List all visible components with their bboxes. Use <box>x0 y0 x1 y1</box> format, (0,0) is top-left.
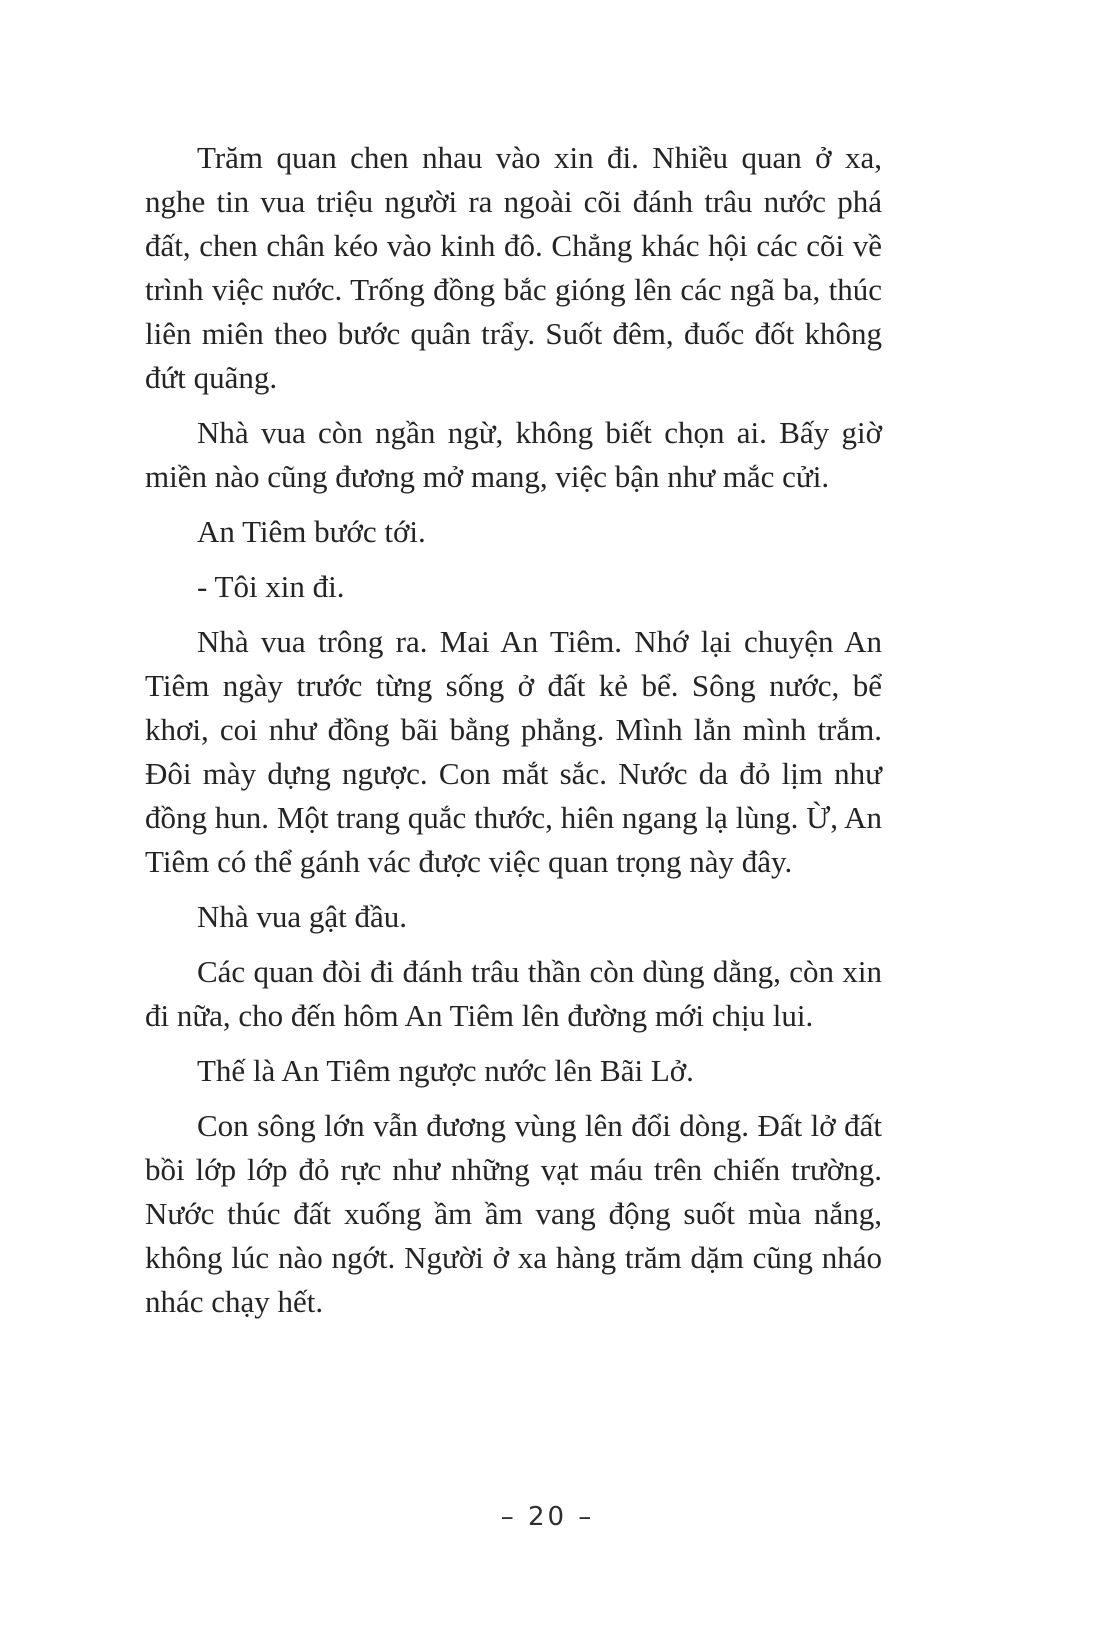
page-number: – 20 – <box>500 1502 595 1532</box>
paragraph: An Tiêm bước tới. <box>197 514 426 549</box>
paragraph-dialogue: - Tôi xin đi. <box>197 569 345 604</box>
paragraph: Con sông lớn vẫn đương vùng lên đổi dòng. Đất lở đất bồi lớp lớp đỏ rực như những vạt máu trên chiến trường. Nước thúc đất xuống ầm ầm vang động suốt mùa nắng, không lúc nào ngớt. Người ở xa hàng trăm dặm cũng nháo nhác chạy hết. <box>145 1108 882 1319</box>
paragraph: Nhà vua còn ngần ngừ, không biết chọn ai. Bấy giờ miền nào cũng đương mở mang, việc bận như mắc cửi. <box>145 415 882 494</box>
paragraph: Nhà vua trông ra. Mai An Tiêm. Nhớ lại chuyện An Tiêm ngày trước từng sống ở đất kẻ bể. Sông nước, bể khơi, coi như đồng bãi bằng phẳng. Mình lẳn mình trắm. Đôi mày dựng ngược. Con mắt sắc. Nước da đỏ lịm như đồng hun. Một trang quắc thước, hiên ngang lạ lùng. Ừ, An Tiêm có thể gánh vác được việc quan trọng này đây. <box>145 624 882 879</box>
paragraph: Trăm quan chen nhau vào xin đi. Nhiều quan ở xa, nghe tin vua triệu người ra ngoài cõi đánh trâu nước phá đất, chen chân kéo vào kinh đô. Chẳng khác hội các cõi về trình việc nước. Trống đồng bắc gióng lên các ngã ba, thúc liên miên theo bước quân trẩy. Suốt đêm, đuốc đốt không đứt quãng. <box>145 140 882 395</box>
paragraph: Các quan đòi đi đánh trâu thần còn dùng dằng, còn xin đi nữa, cho đến hôm An Tiêm lên đường mới chịu lui. <box>145 954 882 1033</box>
paragraph: Nhà vua gật đầu. <box>197 899 408 934</box>
paragraph: Thế là An Tiêm ngược nước lên Bãi Lở. <box>197 1053 694 1088</box>
text-block <box>145 136 882 1335</box>
